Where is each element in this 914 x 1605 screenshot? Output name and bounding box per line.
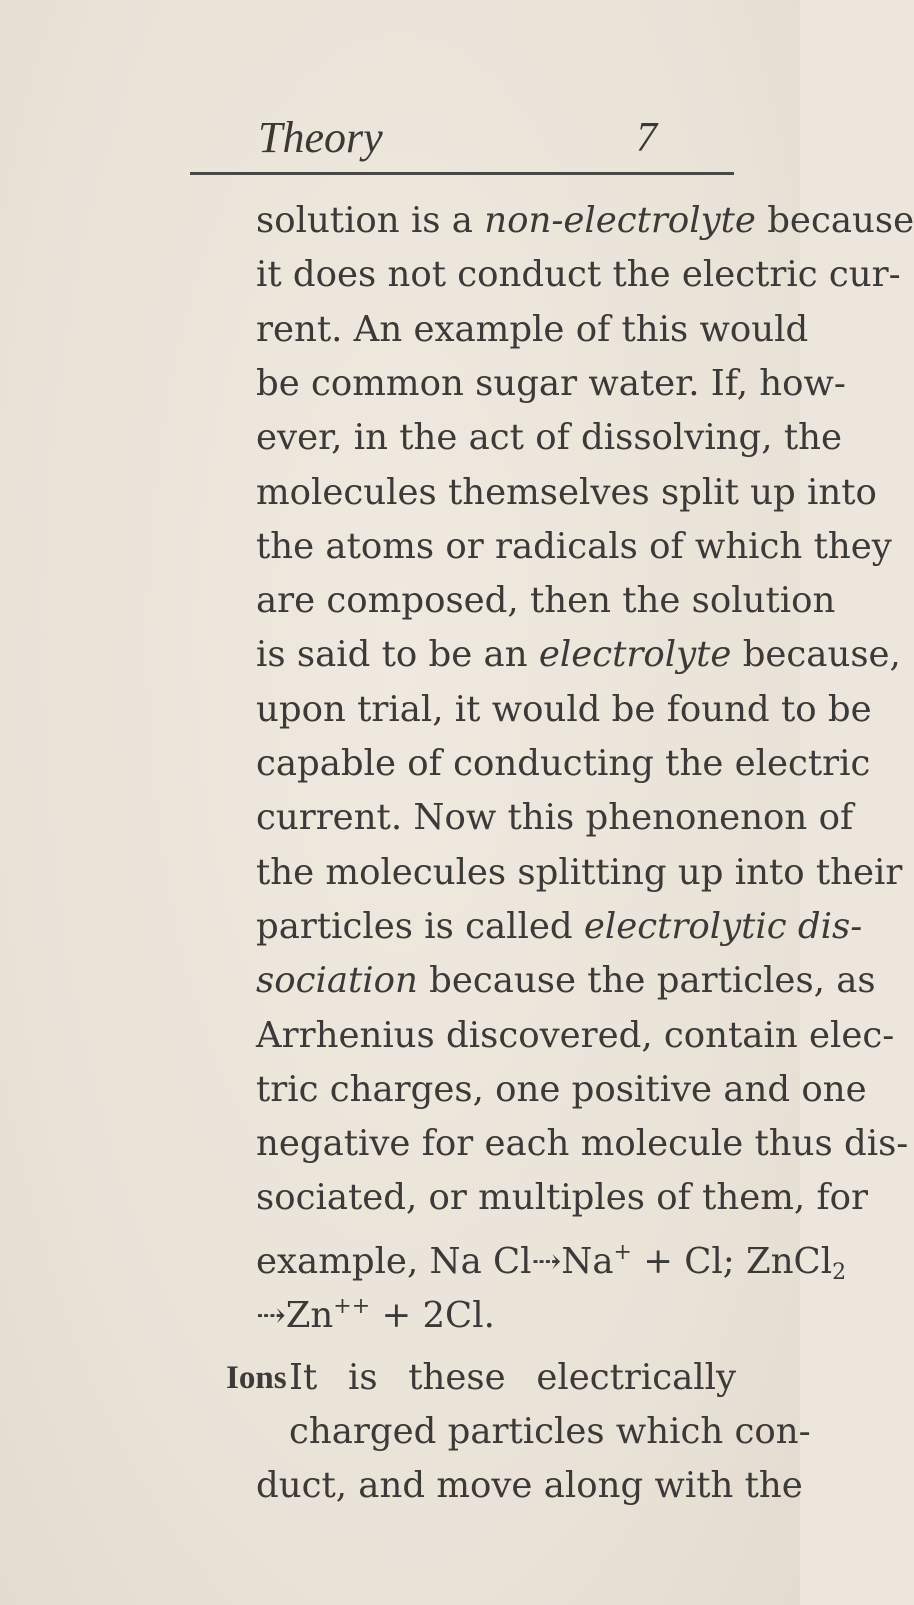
margin-note-ions: Ions <box>226 1360 287 1396</box>
text-run: because, <box>731 634 901 676</box>
text-line <box>256 250 901 300</box>
text-line <box>256 359 846 409</box>
text-run: sociation <box>256 960 418 1002</box>
text-line <box>289 1407 811 1457</box>
text-run: are composed, then the solution <box>256 580 836 622</box>
text-run: electrolytic dis- <box>583 905 863 947</box>
text-run: + <box>613 1239 632 1265</box>
text-line <box>256 739 871 789</box>
text-run: it does not conduct the electric cur- <box>256 254 901 296</box>
text-line <box>256 576 836 626</box>
text-line <box>256 1011 895 1061</box>
text-line <box>256 902 863 952</box>
text-run: It is these electrically <box>289 1357 736 1398</box>
text-run: non-electrolyte <box>484 200 756 241</box>
text-line <box>256 956 876 1006</box>
text-run: tric charges, one positive and one <box>256 1068 867 1110</box>
text-run: sociated, or multiples of them, for <box>256 1177 868 1219</box>
text-run: + 2Cl. <box>370 1295 495 1336</box>
text-line <box>256 1173 868 1223</box>
text-run: be common sugar water. If, how- <box>256 362 846 404</box>
text-line <box>256 413 842 463</box>
text-line <box>256 305 809 355</box>
text-line <box>256 1065 867 1115</box>
text-run: negative for each molecule thus dis- <box>256 1123 909 1165</box>
text-line <box>256 685 872 735</box>
text-line <box>256 630 901 680</box>
text-run: 2 <box>832 1259 847 1285</box>
text-line <box>256 1119 909 1169</box>
page-number: 7 <box>636 115 657 161</box>
text-line <box>256 1282 736 1336</box>
text-run: electrolyte <box>538 634 732 676</box>
text-run: current. Now this phenonenon of <box>256 797 854 839</box>
text-run: is said to be an <box>256 634 539 676</box>
text-run: capable of conducting the electric <box>256 743 871 784</box>
text-run: because the particles, as <box>417 960 876 1002</box>
text-line <box>256 793 854 843</box>
text-run: example, Na Cl⇢Na <box>256 1240 614 1282</box>
text-run: upon trial, it would be found to be <box>256 688 872 730</box>
text-run: solution is a <box>256 200 485 241</box>
text-run: rent. An example of this would <box>256 308 809 350</box>
text-run: the molecules splitting up into their <box>256 851 903 893</box>
text-line <box>256 196 914 246</box>
text-line <box>256 1228 847 1285</box>
text-line <box>256 848 903 898</box>
text-run: Arrhenius discovered, contain elec- <box>256 1014 895 1056</box>
text-run: because <box>755 200 914 241</box>
running-head-title: Theory <box>258 113 383 162</box>
text-run: ⇢Zn <box>256 1295 334 1336</box>
text-line <box>256 522 892 572</box>
text-line <box>256 1461 803 1511</box>
text-run: molecules themselves split up into <box>256 471 877 513</box>
header-rule <box>190 172 734 175</box>
text-run: ++ <box>333 1294 371 1319</box>
text-run: duct, and move along with the <box>256 1465 803 1506</box>
text-run: + Cl; ZnCl <box>631 1240 833 1282</box>
text-run: the atoms or radicals of which they <box>256 525 892 567</box>
text-run: charged particles which con- <box>289 1411 811 1452</box>
text-run: particles is called <box>256 905 584 947</box>
text-run: ever, in the act of dissolving, the <box>256 417 842 459</box>
text-line <box>256 468 877 518</box>
text-line <box>289 1353 736 1403</box>
running-head <box>0 112 800 172</box>
